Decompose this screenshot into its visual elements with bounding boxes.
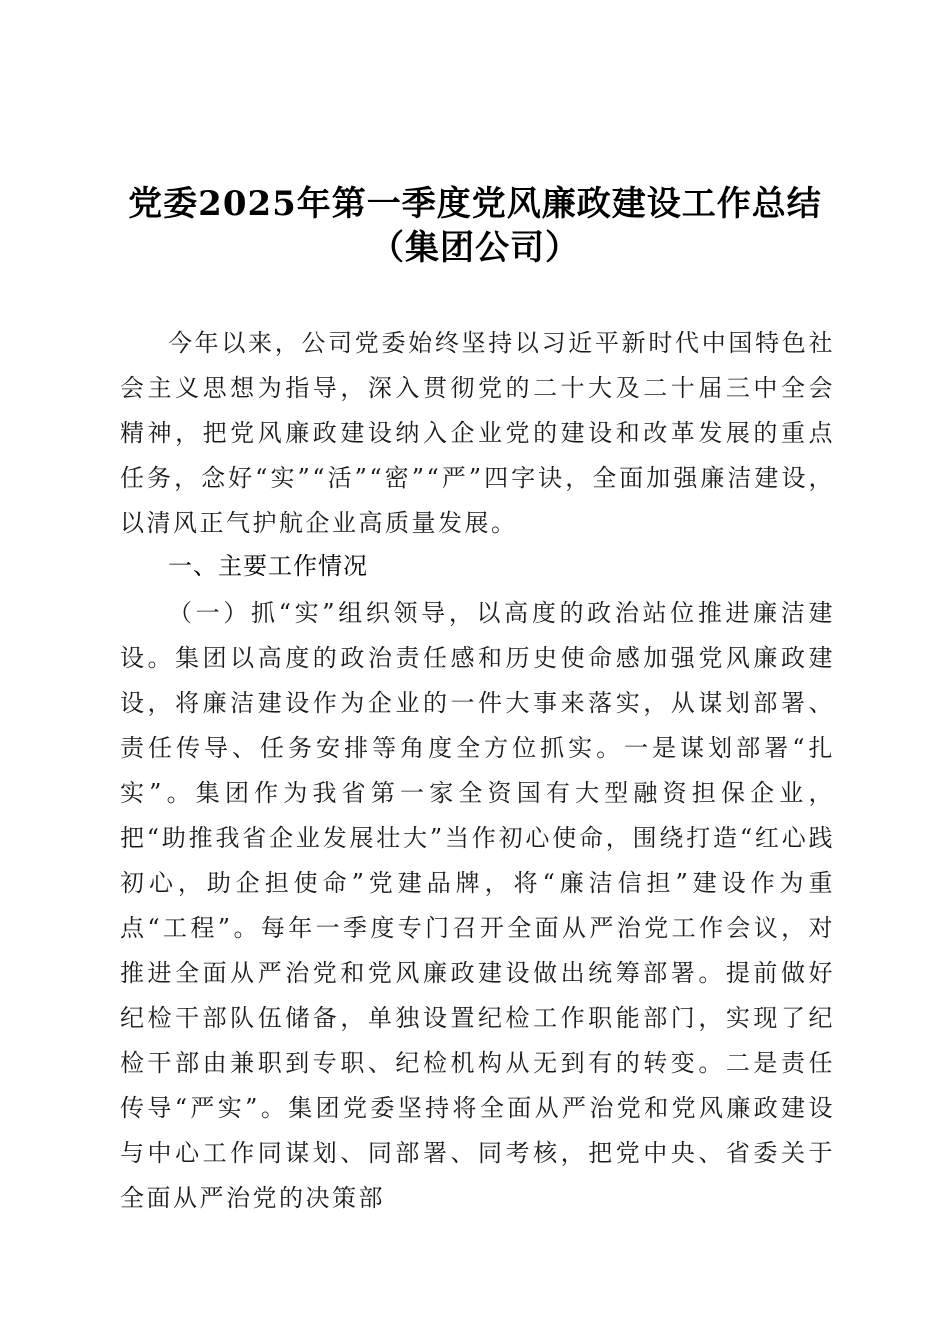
document-subtitle: （集团公司）: [370, 228, 580, 268]
document-title: 党委2025年第一季度党风廉政建设工作总结: [128, 184, 822, 224]
section-heading: 一、主要工作情况: [168, 552, 368, 580]
section-paragraph: （一）抓“实”组织领导，以高度的政治站位推进廉洁建设。集团以高度的政治责任感和历史使命感加强党风廉政建设，将廉洁建设作为企业的一件大事来落实，从谋划部署、责任传导、任务安排等角度全方位抓实。一是谋划部署“扎实”。集团作为我省第一家全资国有大型融资担保企业，把“助推我省企业发展壮大”当作初心使命，围绕打造“红心践初心，助企担使命”党建品牌，将“廉洁信担”建设作为重点“工程”。每年一季度专门召开全面从严治党工作会议，对推进全面从严治党和党风廉政建设做出统筹部署。提前做好纪检干部队伍储备，单独设置纪检工作职能部门，实现了纪检干部由兼职到专职、纪检机构从无到有的转变。二是责任传导“严实”。集团党委坚持将全面从严治党和党风廉政建设与中心工作同谋划、同部署、同考核，把党中央、省委关于全面从严治党的决策部: [120, 599, 835, 1212]
intro-paragraph: 今年以来，公司党委始终坚持以习近平新时代中国特色社会主义思想为指导，深入贯彻党的二十大及二十届三中全会精神，把党风廉政建设纳入企业党的建设和改革发展的重点任务，念好“实”“活”“密”“严”四字诀，全面加强廉洁建设，以清风正气护航企业高质量发展。: [120, 329, 835, 537]
